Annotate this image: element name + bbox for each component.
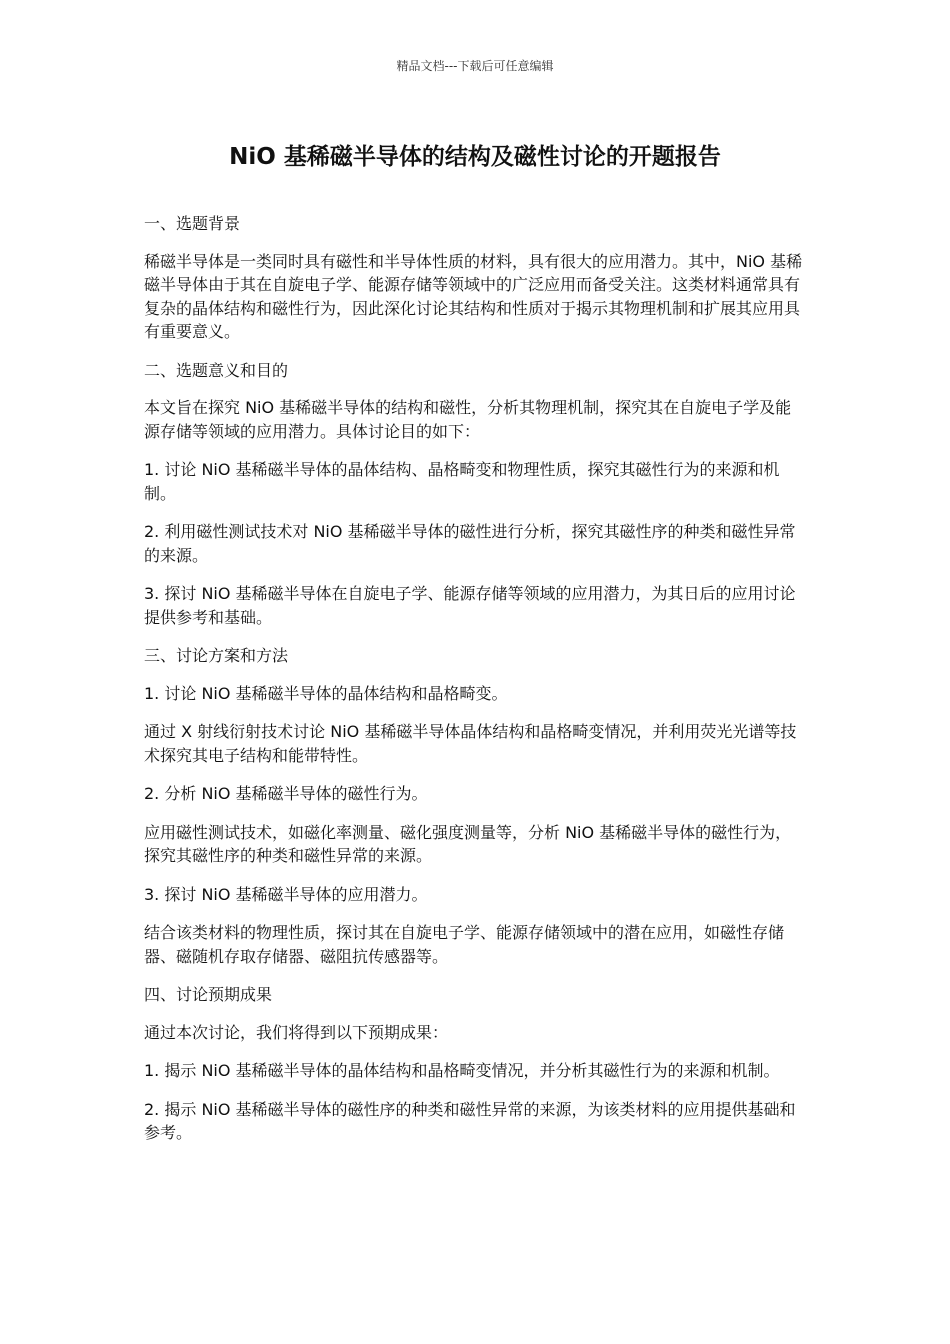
list-item: 1. 揭示 NiO 基稀磁半导体的晶体结构和晶格畸变情况，并分析其磁性行为的来源和机制。 [144,1061,780,1080]
list-item: 1. 讨论 NiO 基稀磁半导体的晶体结构和晶格畸变。 [144,683,508,703]
document-body [144,212,806,1160]
section-heading-significance: 二、选题意义和目的 [144,360,289,380]
paragraph: 通过 X 射线衍射技术讨论 NiO 基稀磁半导体晶体结构和晶格畸变情况，并利用荧光光谱等技术探究其电子结构和能带特性。 [144,722,797,765]
paragraph: 结合该类材料的物理性质，探讨其在自旋电子学、能源存储领域中的潜在应用，如磁性存储器、磁随机存取存储器、磁阻抗传感器等。 [144,923,785,966]
list-item: 3. 探讨 NiO 基稀磁半导体的应用潜力。 [144,884,428,904]
section-heading-outcomes: 四、讨论预期成果 [144,985,273,1004]
document-title: NiO 基稀磁半导体的结构及磁性讨论的开题报告 [229,144,721,170]
list-item: 2. 利用磁性测试技术对 NiO 基稀磁半导体的磁性进行分析，探究其磁性序的种类和磁性异常的来源。 [144,522,796,565]
section-heading-methods: 三、讨论方案和方法 [144,646,289,665]
list-item: 2. 揭示 NiO 基稀磁半导体的磁性序的种类和磁性异常的来源，为该类材料的应用提供基础和参考。 [144,1099,796,1142]
section-heading-background: 一、选题背景 [144,214,241,233]
header-note: 精品文档---下载后可任意编辑 [396,59,554,73]
paragraph: 本文旨在探究 NiO 基稀磁半导体的结构和磁性，分析其物理机制，探究其在自旋电子学及能源存储等领域的应用潜力。具体讨论目的如下： [144,398,792,441]
paragraph: 应用磁性测试技术，如磁化率测量、磁化强度测量等，分析 NiO 基稀磁半导体的磁性行为，探究其磁性序的种类和磁性异常的来源。 [144,822,792,865]
list-item: 1. 讨论 NiO 基稀磁半导体的晶体结构、晶格畸变和物理性质，探究其磁性行为的来源和机制。 [144,460,780,503]
list-item: 3. 探讨 NiO 基稀磁半导体在自旋电子学、能源存储等领域的应用潜力，为其日后的应用讨论提供参考和基础。 [144,584,796,627]
paragraph: 通过本次讨论，我们将得到以下预期成果： [144,1022,449,1042]
list-item: 2. 分析 NiO 基稀磁半导体的磁性行为。 [144,784,428,803]
paragraph: 稀磁半导体是一类同时具有磁性和半导体性质的材料，具有很大的应用潜力。其中，NiO 基稀磁半导体由于其在自旋电子学、能源存储等领域中的广泛应用而备受关注。这类材料通常具有复杂的晶体结构和磁性行为，因此深化讨论其结构和性质对于揭示其物理机制和扩展其应用具有重要意义。 [144,251,803,341]
